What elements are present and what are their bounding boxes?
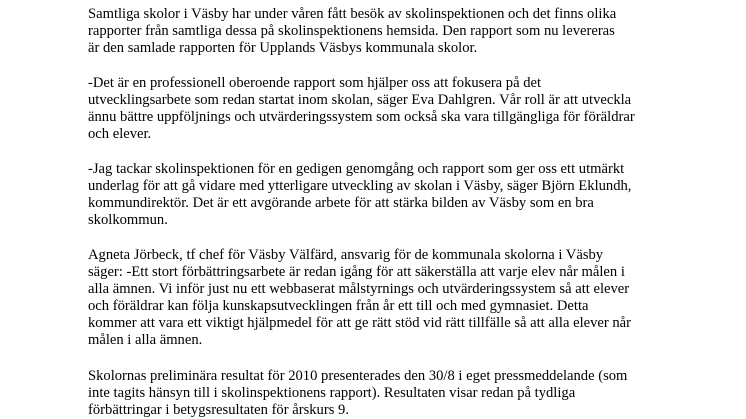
text-line: kommer att vara ett viktigt hjälpmedel för att ge rätt stöd vid rätt tillfälle så att alla elever når	[88, 315, 632, 331]
text-line: förbättringar i betygsresultaten för årskurs 9.	[88, 402, 349, 418]
text-line: är den samlade rapporten för Upplands Väsbys kommunala skolor.	[88, 40, 478, 56]
text-line: -Jag tackar skolinspektionen för en gedigen genomgång och rapport som ger oss ett utmärkt	[88, 161, 625, 177]
text-line: inte tagits hänsyn till i skolinspektionens rapport). Resultaten visar redan på tydliga	[88, 385, 576, 401]
text-line: underlag för att gå vidare med ytterligare utveckling av skolan i Väsby, säger Björn Eklundh,	[88, 178, 632, 194]
text-line: skolkommun.	[88, 212, 168, 228]
text-line: målen i alla ämnen.	[88, 332, 203, 348]
document-page	[88, 0, 688, 419]
text-line: rapporter från samtliga dessa på skolinspektionens hemsida. Den rapport som nu levereras	[88, 23, 615, 39]
text-line: och föräldrar kan följa kunskapsutvecklingen från år ett till och med gymnasiet. Detta	[88, 298, 589, 314]
text-line: ännu bättre uppföljnings och utvärderingssystem som också ska vara tillgängliga för föräldrar	[88, 109, 635, 125]
paragraph-intro	[88, 6, 616, 57]
paragraph-agneta-jorbeck-quote	[88, 247, 631, 349]
text-line: Samtliga skolor i Väsby har under våren fått besök av skolinspektionen och det finns olika	[88, 6, 617, 22]
paragraph-bjorn-eklundh-quote	[88, 161, 631, 229]
text-line: Agneta Jörbeck, tf chef för Väsby Välfärd, ansvarig för de kommunala skolorna i Väsby	[88, 247, 604, 263]
text-line: kommundirektör. Det är ett avgörande arbete för att stärka bilden av Väsby som en bra	[88, 195, 594, 211]
paragraph-preliminary-results	[88, 368, 627, 419]
text-line: utvecklingsarbete som redan startat inom skolan, säger Eva Dahlgren. Vår roll är att utveckla	[88, 92, 632, 108]
text-line: och elever.	[88, 126, 152, 142]
paragraph-eva-dahlgren-quote	[88, 75, 635, 143]
text-line: Skolornas preliminära resultat för 2010 presenterades den 30/8 i eget pressmeddelande (som	[88, 368, 628, 384]
text-line: säger: -Ett stort förbättringsarbete är redan igång för att säkerställa att varje elev når målen i	[88, 264, 625, 280]
text-line: alla ämnen. Vi inför just nu ett webbaserat målstyrnings och utvärderingssystem så att elever	[88, 281, 630, 297]
text-line: -Det är en professionell oberoende rapport som hjälper oss att fokusera på det	[88, 75, 542, 91]
